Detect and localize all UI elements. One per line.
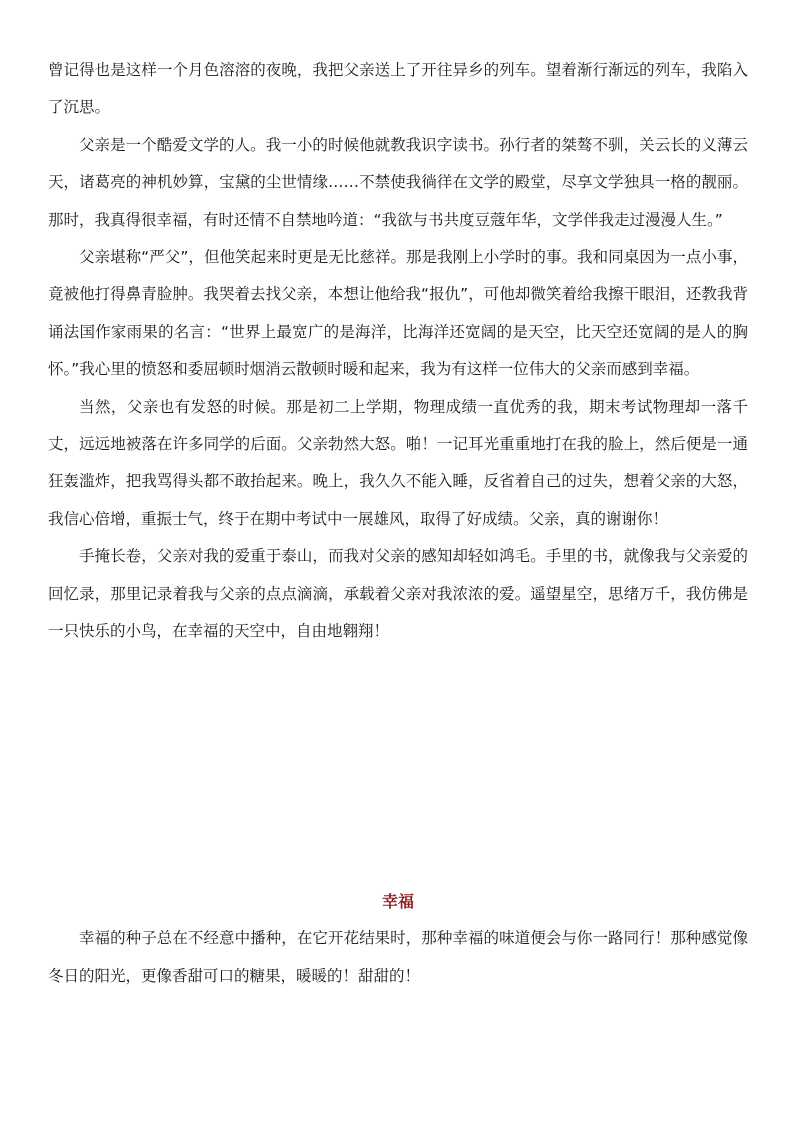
paragraph-3: 父亲堪称“严父”，但他笑起来时更是无比慈祥。那是我刚上小学时的事。我和同桌因为一点小事，竟被他打得鼻青脸肿。我哭着去找父亲，本想让他给我“报仇”，可他却微笑着给我擦干眼泪，还教我背诵法国作家雨果的名言：“世界上最宽广的是海洋，比海洋还宽阔的是天空，比天空还宽阔的是人的胸怀。”我心里的愤怒和委屈顿时烟消云散顿时暖和起来，我为有这样一位伟大的父亲而感到幸福。 <box>48 248 748 379</box>
second-article <box>48 883 748 995</box>
paragraph-5: 手掩长卷，父亲对我的爱重于泰山，而我对父亲的感知却轻如鸿毛。手里的书，就像我与父亲爱的回忆录，那里记录着我与父亲的点点滴滴，承载着父亲对我浓浓的爱。遥望星空，思绪万千，我仿佛是一只快乐的小鸟，在幸福的天空中，自由地翱翔！ <box>48 547 748 641</box>
article-title: 幸福 <box>381 892 414 911</box>
paragraph-2: 父亲是一个酷爱文学的人。我一小的时候他就教我识字读书。孙行者的桀骜不驯，关云长的义薄云天，诸葛亮的神机妙算，宝黛的尘世情缘……不禁使我徜徉在文学的殿堂，尽享文学独具一格的靓丽。那时，我真得很幸福，有时还情不自禁地吟道：“我欲与书共度豆蔻年华，文学伴我走过漫漫人生。” <box>48 135 748 229</box>
paragraph-1: 曾记得也是这样一个月色溶溶的夜晚，我把父亲送上了开往异乡的列车。望着渐行渐远的列车，我陷入了沉思。 <box>48 61 748 117</box>
article-body <box>48 52 748 651</box>
second-article-paragraph-1: 幸福的种子总在不经意中播种，在它开花结果时，那种幸福的味道便会与你一路同行！那种感觉像冬日的阳光，更像香甜可口的糖果，暖暖的！甜甜的！ <box>48 929 748 985</box>
paragraph-4: 当然，父亲也有发怒的时候。那是初二上学期，物理成绩一直优秀的我，期末考试物理却一落千丈，远远地被落在许多同学的后面。父亲勃然大怒。啪！一记耳光重重地打在我的脸上，然后便是一通狂轰滥炸，把我骂得头都不敢抬起来。晚上，我久久不能入睡，反省着自己的过失，想着父亲的大怒，我信心倍增，重振士气，终于在期中考试中一展雄风，取得了好成绩。父亲，真的谢谢你！ <box>48 397 748 528</box>
